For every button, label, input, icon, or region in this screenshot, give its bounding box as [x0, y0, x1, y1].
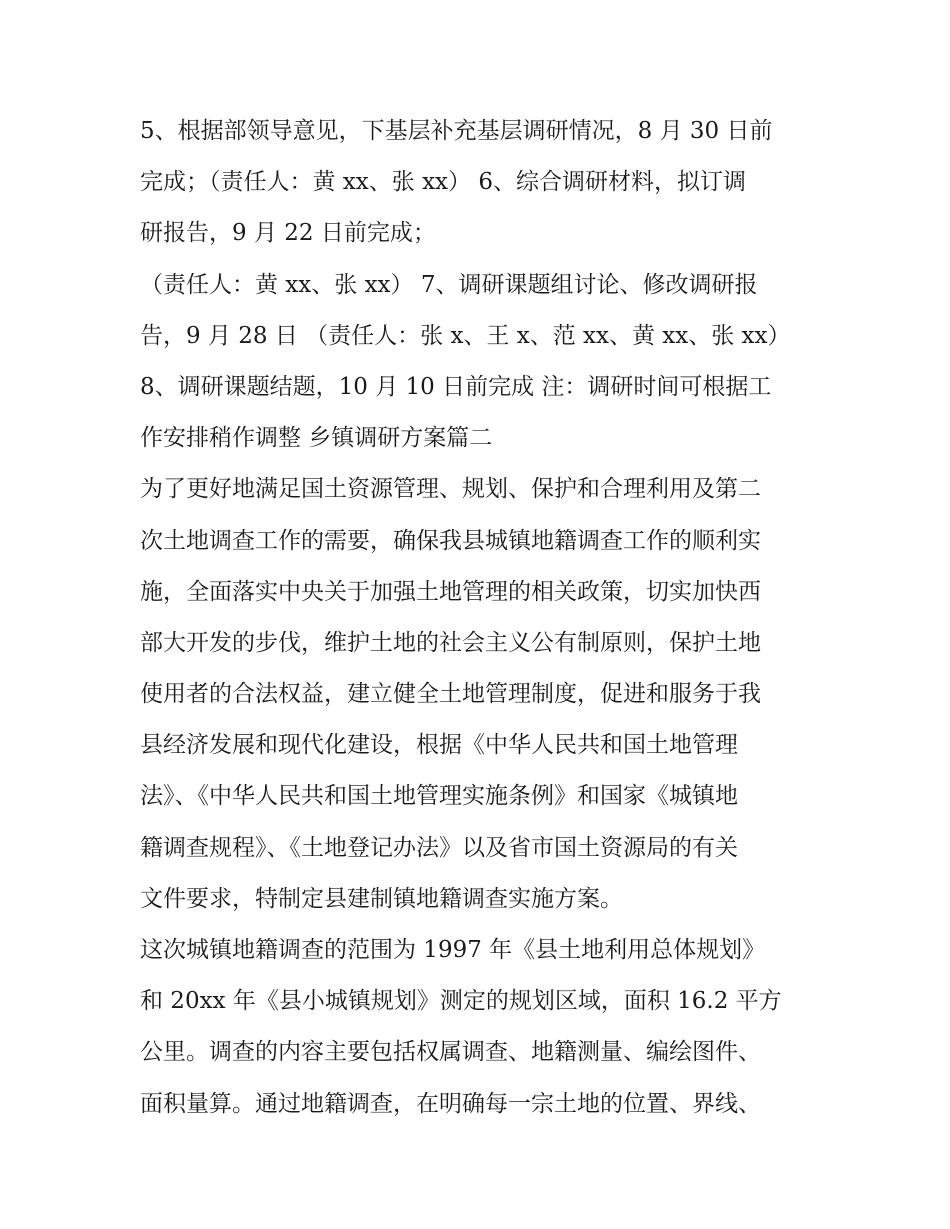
text-line: 完成；（责任人：黄 xx、张 xx） 6、综合调研材料，拟订调 [140, 169, 746, 196]
document-body [140, 106, 820, 1130]
text-line: 和 20xx 年《县小城镇规划》测定的规划区域，面积 16.2 平方 [140, 988, 782, 1015]
text-line: 施，全面落实中央关于加强土地管理的相关政策，切实加快西 [140, 578, 761, 605]
text-line: 使用者的合法权益，建立健全土地管理制度，促进和服务于我 [140, 681, 761, 708]
text-line: 这次城镇地籍调查的范围为 1997 年《县土地利用总体规划》 [140, 937, 766, 963]
text-line: （责任人：黄 xx、张 xx） 7、调研课题组讨论、修改调研报 [140, 271, 758, 298]
text-line: 公里。调查的内容主要包括权属调查、地籍测量、编绘图件、 [140, 1039, 761, 1066]
text-line: 次土地调查工作的需要，确保我县城镇地籍调查工作的顺利实 [140, 527, 761, 554]
text-line: 县经济发展和现代化建设，根据《中华人民共和国土地管理 [140, 732, 738, 759]
text-line: 文件要求，特制定县建制镇地籍调查实施方案。 [140, 885, 623, 912]
text-line: 法》、《中华人民共和国土地管理实施条例》和国家《城镇地 [140, 783, 738, 810]
text-line: 作安排稍作调整 乡镇调研方案篇二 [140, 425, 493, 452]
text-line: 8、调研课题结题，10 月 10 日前完成 注：调研时间可根据工 [140, 373, 772, 400]
text-line: 为了更好地满足国土资源管理、规划、保护和合理利用及第二 [140, 476, 761, 503]
text-line: 部大开发的步伐，维护土地的社会主义公有制原则，保护土地 [140, 629, 761, 656]
text-line: 面积量算。通过地籍调查，在明确每一宗土地的位置、界线、 [140, 1090, 761, 1117]
text-line: 5、根据部领导意见，下基层补充基层调研情况，8 月 30 日前 [140, 118, 773, 144]
text-line: 籍调查规程》、《土地登记办法》以及省市国土资源局的有关 [140, 834, 738, 861]
text-line: 研报告，9 月 22 日前完成； [140, 220, 436, 247]
text-line: 告，9 月 28 日 （责任人：张 x、王 x、范 xx、黄 xx、张 xx） [140, 322, 791, 349]
